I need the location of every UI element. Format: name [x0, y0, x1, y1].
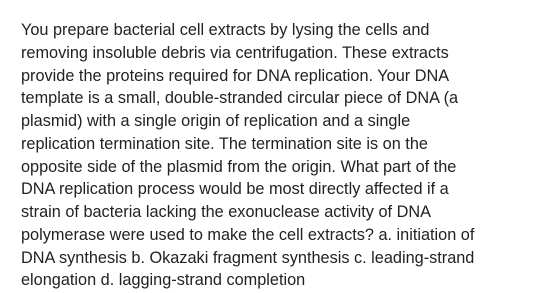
question-line: template is a small, double-stranded circular piece of DNA (a: [21, 89, 459, 108]
question-line: opposite side of the plasmid from the origin. What part of the: [21, 157, 457, 176]
question-line: replication termination site. The termination site is on the: [21, 134, 428, 153]
question-line: DNA synthesis b. Okazaki fragment synthesis c. leading-strand: [21, 248, 475, 267]
question-line: polymerase were used to make the cell extracts? a. initiation of: [21, 225, 475, 244]
question-line: removing insoluble debris via centrifugation. These extracts: [21, 43, 449, 62]
question-line: You prepare bacterial cell extracts by lysing the cells and: [21, 21, 430, 39]
question-line: plasmid) with a single origin of replication and a single: [21, 112, 411, 130]
question-line: DNA replication process would be most directly affected if a: [21, 180, 449, 199]
question-text: [21, 0, 551, 292]
question-line: strain of bacteria lacking the exonuclease activity of DNA: [21, 203, 431, 221]
question-line: provide the proteins required for DNA replication. Your DNA: [21, 66, 450, 85]
question-line: elongation d. lagging-strand completion: [21, 271, 306, 290]
